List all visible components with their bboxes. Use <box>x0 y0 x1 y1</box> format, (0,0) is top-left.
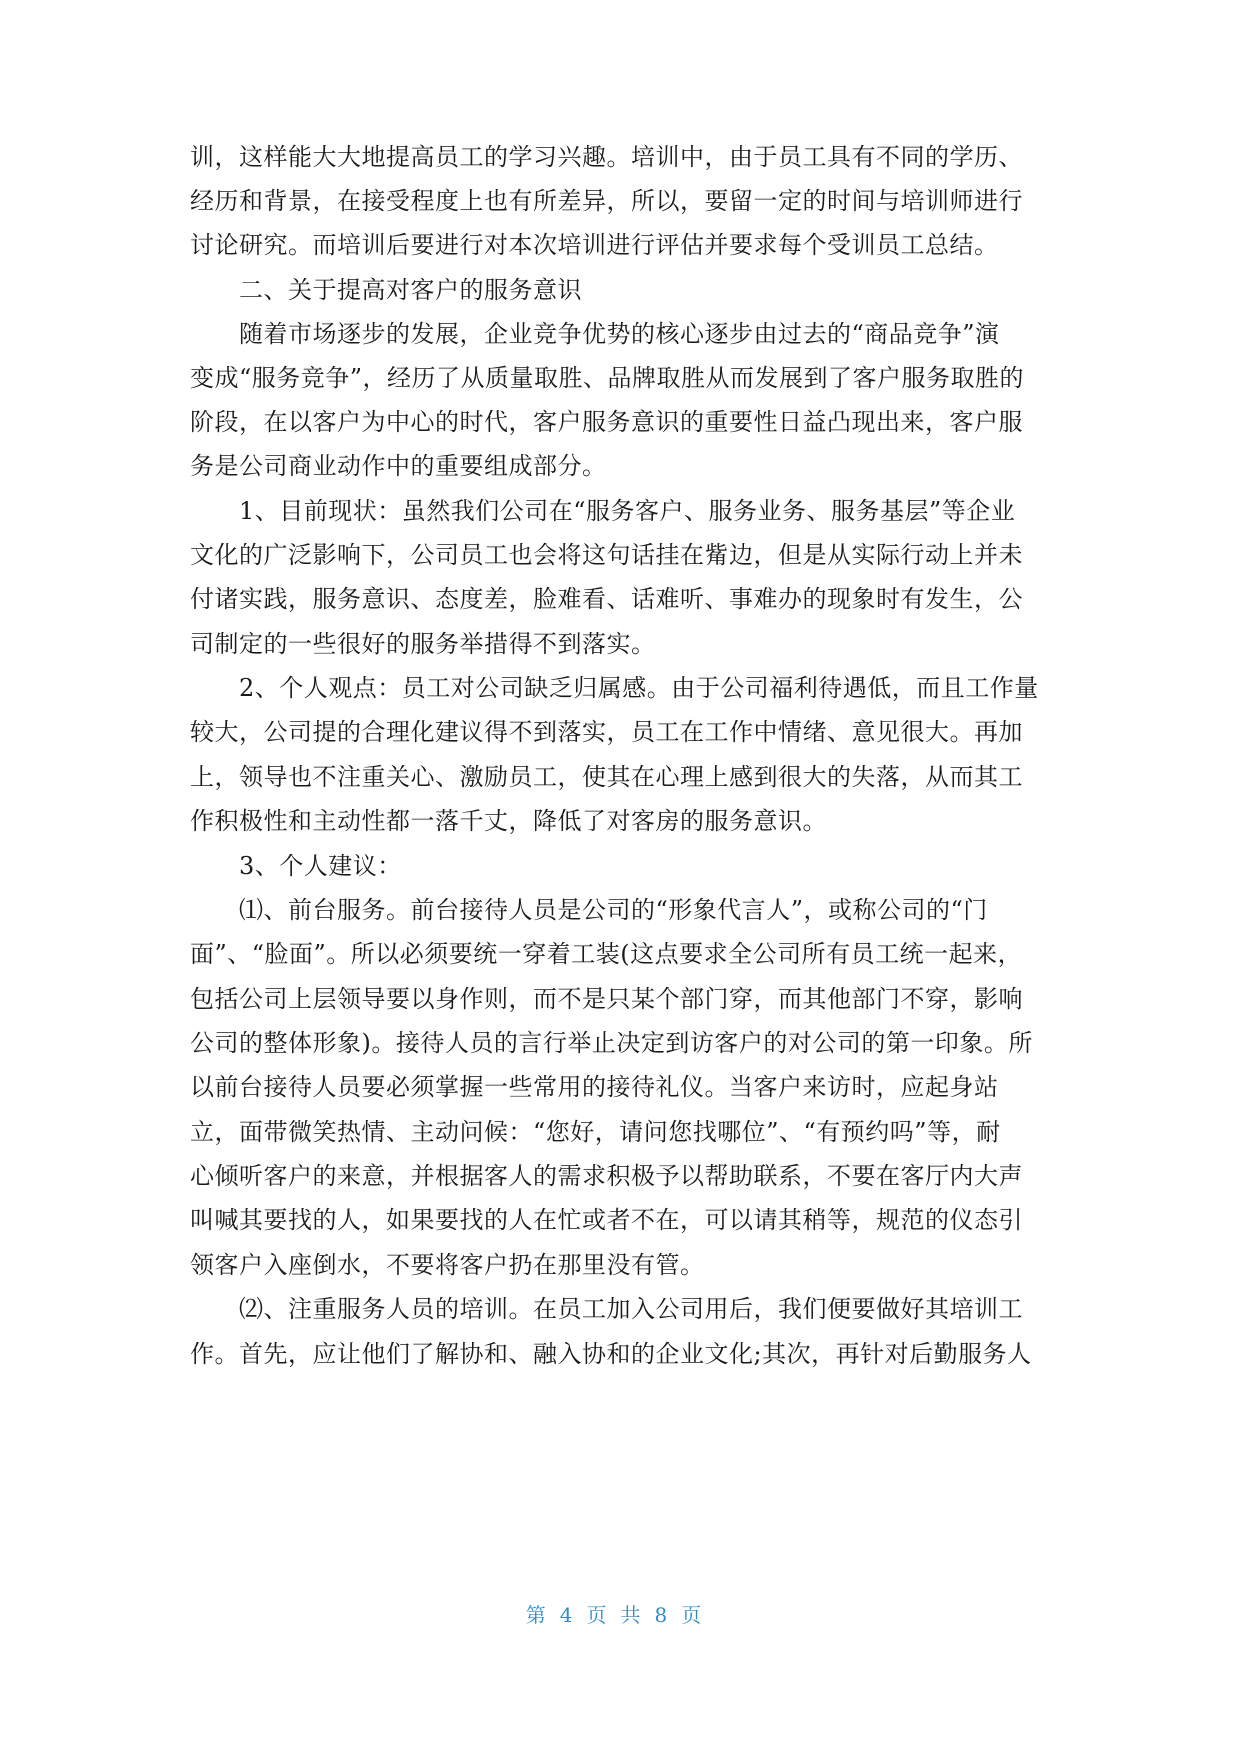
text-line: 2、个人观点：员工对公司缺乏归属感。由于公司福利待遇低，而且工作量 <box>190 674 1039 702</box>
text-line: 阶段，在以客户为中心的时代，客户服务意识的重要性日益凸现出来，客户服 <box>190 408 1023 436</box>
text-line: 以前台接待人员要必须掌握一些常用的接待礼仪。当客户来访时，应起身站 <box>190 1073 999 1101</box>
text-line: 较大，公司提的合理化建议得不到落实，员工在工作中情绪、意见很大。再加 <box>190 718 1023 746</box>
text-line: ⑵、注重服务人员的培训。在员工加入公司用后，我们便要做好其培训工 <box>190 1295 1023 1323</box>
text-line: 作。首先，应让他们了解协和、融入协和的企业文化;其次，再针对后勤服务人 <box>190 1340 1032 1368</box>
text-line: 包括公司上层领导要以身作则，而不是只某个部门穿，而其他部门不穿，影响 <box>190 985 1023 1013</box>
text-line: 公司的整体形象)。接待人员的言行举止决定到访客户的对公司的第一印象。所 <box>190 1029 1033 1057</box>
text-line: 文化的广泛影响下，公司员工也会将这句话挂在觜边，但是从实际行动上并未 <box>190 541 1023 569</box>
text-line: 心倾听客户的来意，并根据客人的需求积极予以帮助联系，不要在客厅内大声 <box>190 1162 1023 1190</box>
text-line: 领客户入座倒水，不要将客户扔在那里没有管。 <box>190 1251 705 1279</box>
footer-middle: 页共 <box>586 1603 655 1627</box>
text-line: 立，面带微笑热情、主动问候：“您好，请问您找哪位”、“有预约吗”等，耐 <box>190 1118 1001 1146</box>
text-line: 面”、“脸面”。所以必须要统一穿着工装(这点要求全公司所有员工统一起来， <box>190 940 1023 968</box>
text-line: 1、目前现状：虽然我们公司在“服务客户、服务业务、服务基层”等企业 <box>190 497 1016 525</box>
text-line: 叫喊其要找的人，如果要找的人在忙或者不在，可以请其稍等，规范的仪态引 <box>190 1206 1023 1234</box>
current-page-number: 4 <box>559 1603 587 1627</box>
text-line: 作积极性和主动性都一落千丈，降低了对客房的服务意识。 <box>190 807 827 835</box>
text-line: 讨论研究。而培训后要进行对本次培训进行评估并要求每个受训员工总结。 <box>190 231 999 259</box>
footer-suffix: 页 <box>681 1603 716 1627</box>
page-footer <box>0 1600 1241 1630</box>
total-pages-number: 8 <box>654 1603 682 1627</box>
text-line: 变成“服务竞争”，经历了从质量取胜、品牌取胜从而发展到了客户服务取胜的 <box>190 364 1025 392</box>
text-line: 上，领导也不注重关心、激励员工，使其在心理上感到很大的失落，从而其工 <box>190 763 1023 791</box>
text-line: ⑴、前台服务。前台接待人员是公司的“形象代言人”，或称公司的“门 <box>190 896 988 924</box>
text-line: 务是公司商业动作中的重要组成部分。 <box>190 452 607 480</box>
text-line: 付诸实践，服务意识、态度差，脸难看、话难听、事难办的现象时有发生，公 <box>190 585 1023 613</box>
text-line: 3、个人建议： <box>190 852 402 880</box>
text-line: 经历和背景，在接受程度上也有所差异，所以，要留一定的时间与培训师进行 <box>190 187 1023 215</box>
footer-prefix: 第 <box>525 1603 560 1627</box>
section-heading: 二、关于提高对客户的服务意识 <box>190 276 582 304</box>
text-line: 司制定的一些很好的服务举措得不到落实。 <box>190 630 656 658</box>
text-line: 随着市场逐步的发展，企业竞争优势的核心逐步由过去的“商品竞争”演 <box>190 320 1000 348</box>
text-line: 训，这样能大大地提高员工的学习兴趣。培训中，由于员工具有不同的学历、 <box>190 143 1023 171</box>
